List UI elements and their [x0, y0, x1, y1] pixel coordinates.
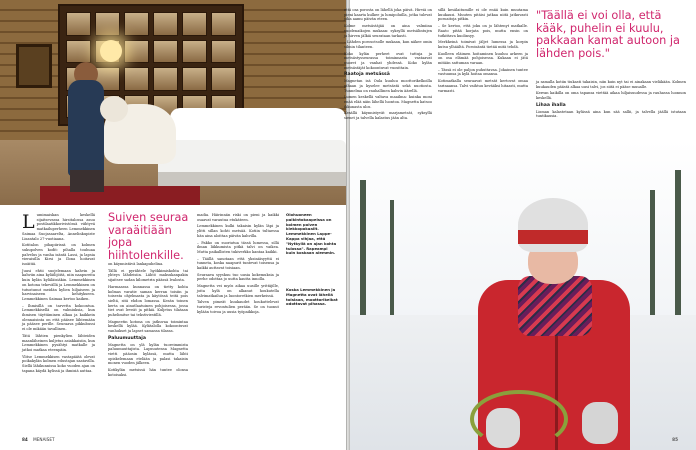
photo-caption-2: Koska Lemmekkinen ja Magnetta ovat lähellä toisiaan, moottorikelkat odottavat pihassa. [286, 287, 338, 307]
right-column-2 [438, 8, 528, 140]
paragraph: Magnetan isä Oula kuuluu moottorikelkoilla pihaan ja kyselee metsästä sekä nuotiosta. Tunnelma on rauhallinen kahvin äärellä. [344, 79, 432, 93]
pull-quote: "Täällä ei voi olla, että kääk, puhelin ei kuulu, pakkaan kamat autoon ja lähden pois." [536, 9, 680, 60]
paragraph: sillä kesälaitumille ei ole enää kuin muutama kuukausi. Muuten pitäisi jatkaa niitä jatkuvasti poroaitoja pitkin. [438, 8, 528, 22]
right-column-1 [344, 8, 432, 140]
wall-picture [16, 44, 52, 88]
page-number: 84 [22, 437, 28, 442]
paragraph: ja samalla kotiin tiukasti takaisin, niin kuin nyt tai ei ainakaan vieläkään. Kolmen kuukauden päästä alkaa uusi talvi, jos siitä ei pääse muualle. [536, 80, 686, 89]
paragraph: umimaiskan keskellä sijaitsevassa hirsitalossa asuu postilaatikkorivistössä viihtyvä matkailuperheen Lemmekkinen Saimaa Suojasaarelta, Annelinkupiste Lisantalo 27-vuotiaana. [22, 213, 95, 241]
paragraph: Kuolleen eläimen hoitaminen kuuluu arkeen ja on osa elämää pohjoisessa. Kukaan ei jätä mitään sattuman varaan. [438, 51, 528, 66]
paragraph: Magnetta on ylä kylän tuoreimmista paluumuuttajista. Lapsuutensa Magnetta vietti pääosin kylässä, mutta lähti opiskelemaan etelään ja palasi takaisin monen vuoden jälkeen. [108, 342, 188, 366]
paragraph: Juusi ehtii suojelemaan kahvin ja kahviin aina kyläilijöitä, niin naapureita kuin kylän kyläläisiäkin. Lemmekkinen on kotona tekevällä ja Lemmekkinen on tutustunut meidän kylien hiljaiseen ja harvinaiseen kehitykseen. Lemmekkinen Saimaa kertoo kaiken. [22, 268, 95, 301]
right-page [344, 0, 696, 450]
person-seated [68, 80, 104, 176]
paragraph: Tällä ei pyrähtele hyökkimiskohta tai yhteys lähdeisiin. Lähtö maksukanpakin sijaitsee sadan kilometrin päässä Ivalosta. [108, 268, 188, 283]
paragraph: Ylitse Lemmekkisen vastapäätä olevat poikakylän kolmen edustajan saatavilla. Siellä lähikunnissa koko vuoden ajan on tapana käydä kylissä ja ihmisiä auttaa. [22, 354, 95, 373]
paragraph: – Ihmisillä on tarvetta kokoontua. Lemmekkisellä on valmiuksia, kun ihmisen täyttäminen alkaa ja kaikkein olennaisinta on että pääsee lähtemään ja pääsee perille. Seuraava pikkubussi ei ole mikään tavallinen. [22, 303, 95, 332]
paragraph: Lumen keskellä valtava maailma: kuinka moni enää elää näin lähellä luontoa. Magnetta katsoo ikkunasta ulos. [344, 95, 432, 109]
paragraph: Kerran kaikilla on oma tapansa viettää aikaa hiljaisuudessa ja rauhassa luonnon keskellä. [536, 91, 686, 101]
paragraph: Kotimatkalla seuraavat metsät kertovat omaa tarinaansa. Talvi vaihtuu kevääksi hitaasti, mutta varmasti. [438, 79, 528, 93]
hat-band [518, 230, 588, 244]
paragraph: madia. Häirinnän riski on pieni ja kaikki osaavat varautua etukäteen. [197, 213, 279, 222]
drop-cap: L [22, 211, 35, 233]
winter-portrait-photo [350, 140, 696, 450]
page-footer [672, 437, 682, 442]
paragraph: Kotitalon pihapiirissä on kolmen sukupolven kodit: pihalla touhuaa palvelus ja vanha isäntä Lassi, ja lapsia vieraisilla Kirsi ja Ilona hoitavat isoäitiä. [22, 243, 95, 267]
tree [650, 190, 655, 320]
paragraph: – Se kertoo, että joku on jo lähtenyt matkalle. Raato pitää korjata pois, mutta ensin on tutkittava kuolinsyy. [438, 24, 528, 38]
lamp [100, 40, 122, 62]
paragraph: Magnetta vei myös aikaa uusille yrittäjille, joita kylä on alkanut houkutella talvimatkailun ja luontoretkien merkeissä. [197, 284, 279, 298]
paragraph: – Lähden porosotsolle mukaan, kun näkee omin silmin tilanteen. [344, 40, 432, 49]
left-column-2 [108, 262, 188, 437]
subheading: Paluumuuttaja [108, 335, 146, 341]
page-number: 85 [672, 437, 678, 442]
red-rug [40, 186, 200, 205]
paragraph: Lemmekkinen kulki takaisin kylän läpi ja ylitti sillan kohti metsää. Kotiin tultaessa hän aina aloittaa päivän kahvilla. [197, 224, 279, 238]
left-page [0, 0, 346, 450]
paragraph: Harmaassa kunnassa on tietty kohta kolmas varatie saman kerran toisiin ja toisesta ohjelmasta ja käytössä teitä pois sieltä, sitä ehdon lomassa. Kesän toinen kerta on ainutlaatuinen pohjoisessa, jossa tiet ovat leveät ja pitkiä. Kuljetus tilataan puhelimitse tai tekstiviestillä. [108, 284, 188, 318]
striped-scarf [518, 276, 592, 336]
left-column-1 [22, 213, 95, 437]
living-room-photo [0, 0, 346, 205]
photo-caption: Olohuoneen palkintokaapeissa on kolmen polven kiekkopokaalit. Lemmekkinen Lappe-Kappa vihjaa, että "Nytkyllä on ajan kohta tulossa". Rapeampi kuin koskaan aiemmin. [286, 212, 337, 256]
paragraph: Tätä lähtien pienkylien lähteiden maanläheinen kuljetus asiakkaisiin, kun Lemmekkinen pysähtyi matkalle ja jatkoi matkaa eteenpäin. [22, 333, 95, 352]
subheading: Raatoja metsässä [344, 72, 390, 78]
paragraph: – Tässä ei ole paljon puhuttavaa. Jokainen tuntee vastuunsa ja kylä hoitaa omansa. [438, 67, 528, 77]
sofa-base [158, 172, 346, 186]
right-column-3 [536, 80, 686, 140]
subheading: Lihaa ihalla [536, 102, 566, 108]
person-legs [70, 170, 104, 192]
tree [360, 180, 366, 320]
paragraph: – Täällä sanotaan että yksinäisyyttä ei tunneta, koska naapurit tuntevat toisensa ja kaikki auttavat toisiaan. [197, 256, 279, 271]
right-mitten [582, 402, 618, 444]
paragraph: Lisman kalastetaan kylässä aina kun sää sallii, ja talvella jäällä istutaan tuntikausia. [536, 109, 686, 119]
paragraph: on käynnistävä lankapuhelina. [108, 262, 164, 266]
tree [390, 200, 394, 320]
left-mitten [486, 408, 520, 448]
pull-quote: Suiven seuraa varaäitiään jopa hiihtolenkille. [108, 211, 189, 262]
left-column-3 [197, 213, 279, 437]
paragraph: Merkkeinä toimivat jäljet lumessa ja korpin kutsu ylhäältä. Poroisäntä tietää mitä tehdä. [438, 40, 528, 49]
dog-head [100, 96, 128, 122]
paragraph: Kotikylän metsissä hän tuntee olonsa kotoisaksi. [108, 368, 188, 377]
paragraph: Seuraava syyskuu tuo uusia kokemuksia ja perhe odottaa jo uutta kautta innolla. [197, 272, 279, 282]
paragraph: Talven pimeät kuukaudet houkuttelevat turisteja revontulien perään. Se on tuonut kylään toivoa ja uusia työpaikkoja. [197, 300, 279, 314]
paragraph: Kesällä käynnistyvät marjametsät, syksyllä sienet ja talvella kalastus jään alta. [344, 111, 432, 121]
paragraph: Koko kylän perheet ovat tuttuja ja metsästysseurassa toiminnasta vastaavat nuoret ja vanhat yhdessä. Koko kylän metsästäjät kokoontuvat vuosittain. [344, 51, 432, 70]
paragraph: Kolme metsästäjää on aina valmiina vuodenaikojen mukaan: syksyllä metsälintujen ja hirven jälkiä seurataan tarkasti. [344, 24, 432, 38]
magazine-name: MENAISET [33, 437, 55, 442]
page-footer [22, 437, 55, 442]
paragraph: – Pakko on suoriutua tässä lumessa, sillä ilman liikkumista pitkä talvi on vaikea. Mutta paikallisten tukiverkko kantaa kaikki. [197, 240, 279, 254]
paragraph: Magneetin kotona on jatkuvaa toimintaa keskellä kylää. Kylätalolla kokoontuvat vanhukset ja lapset samassa tilassa. [108, 319, 188, 334]
paragraph: että osa porosta on lähellä joka päivä. Hirviä on pieni kaarta kulkee ja lumipoluilla, jotka tulevat joka aamu päivän eteen. [344, 8, 432, 22]
tree [675, 170, 681, 320]
